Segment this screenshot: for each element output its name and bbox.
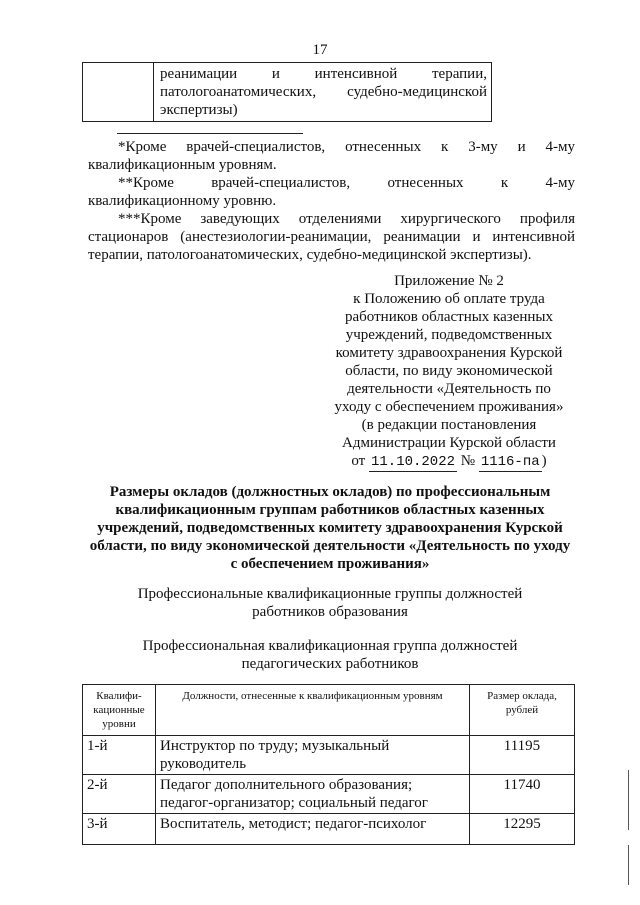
footnote-line: квалификационным уровням. xyxy=(88,157,277,173)
document-title xyxy=(80,483,580,573)
cell-positions: Воспитатель, методист; педагог-психолог xyxy=(156,814,470,845)
table-header-row xyxy=(83,685,575,736)
footnote-line: ***Кроме заведующих отделениями хирургического профиля xyxy=(118,211,575,227)
header-positions: Должности, отнесенные к квалификационным уровням xyxy=(156,685,470,736)
title-line: Размеры окладов (должностных окладов) по профессиональным xyxy=(109,484,551,500)
table-cell-text xyxy=(154,63,492,122)
table-row xyxy=(83,736,575,775)
cell-salary: 12295 xyxy=(470,814,575,845)
close-paren: ) xyxy=(541,453,547,469)
fragment-line: реанимации и интенсивной терапии, xyxy=(160,66,487,82)
section-heading-pedagogical xyxy=(90,637,570,673)
section-heading-groups xyxy=(90,585,570,621)
heading-line: педагогических работников xyxy=(241,656,419,672)
cell-level: 2-й xyxy=(83,775,156,814)
appendix-header xyxy=(323,272,575,472)
fragment-line: экспертизы) xyxy=(160,102,238,118)
cell-salary: 11195 xyxy=(470,736,575,775)
resolution-date: 11.10.2022 xyxy=(370,454,455,470)
footnote-line: **Кроме врачей-специалистов, отнесенных к 4-му xyxy=(118,175,575,191)
appendix-line: области, по виду экономической xyxy=(345,363,553,379)
footnote-1 xyxy=(88,138,575,174)
appendix-line: комитету здравоохранения Курской xyxy=(335,345,563,361)
fragment-line: патологоанатомических, судебно-медицинской xyxy=(160,84,487,100)
heading-line: Профессиональные квалификационные группы должностей xyxy=(137,586,523,602)
table-row xyxy=(83,814,575,845)
footnote-line: *Кроме врачей-специалистов, отнесенных к 3-му и 4-му xyxy=(118,139,575,155)
footnote-line: терапии, патологоанатомических, судебно-медицинской экспертизы). xyxy=(88,247,532,263)
footnote-line: стационаров (анестезиологии-реанимации, реанимации и интенсивной xyxy=(88,229,575,245)
cell-level: 3-й xyxy=(83,814,156,845)
number-label: № xyxy=(460,453,476,469)
footnote-separator xyxy=(117,133,303,134)
title-line: области, по виду экономической деятельности «Деятельность по уходу xyxy=(89,538,571,554)
page-number: 17 xyxy=(312,42,328,58)
cell-salary: 11740 xyxy=(470,775,575,814)
cell-positions: Инструктор по труду; музыкальный руководитель xyxy=(156,736,470,775)
from-label: от xyxy=(351,453,366,469)
appendix-line: Приложение № 2 xyxy=(394,273,504,289)
appendix-line: (в редакции постановления xyxy=(361,417,537,433)
cell-level: 1-й xyxy=(83,736,156,775)
title-line: с обеспечением проживания» xyxy=(230,556,430,572)
heading-line: Профессиональная квалификационная группа должностей xyxy=(142,638,518,654)
title-line: учреждений, подведомственных комитету здравоохранения Курской xyxy=(97,520,563,536)
footnote-2 xyxy=(88,174,575,210)
appendix-line: работников областных казенных xyxy=(345,309,553,325)
cell-positions: Педагог дополнительного образования; педагог-организатор; социальный педагог xyxy=(156,775,470,814)
table-cell-empty xyxy=(83,63,154,122)
header-level: Квалифи-кационные уровни xyxy=(83,685,156,736)
table-row xyxy=(83,63,492,122)
resolution-date-row xyxy=(323,452,575,472)
appendix-line: к Положению об оплате труда xyxy=(353,291,545,307)
footnote-3 xyxy=(88,210,575,264)
title-line: квалификационным группам работников областных казенных xyxy=(115,502,545,518)
header-salary: Размер оклада, рублей xyxy=(470,685,575,736)
appendix-line: деятельности «Деятельность по xyxy=(347,381,551,397)
table-row xyxy=(83,775,575,814)
footnote-line: квалификационному уровню. xyxy=(88,193,277,209)
appendix-line: учреждений, подведомственных xyxy=(345,327,553,343)
appendix-line: Администрации Курской области xyxy=(342,435,556,451)
footnotes xyxy=(88,138,575,264)
heading-line: работников образования xyxy=(252,604,408,620)
appendix-line: уходу с обеспечением проживания» xyxy=(334,399,564,415)
salary-table xyxy=(82,684,575,845)
scan-margin-mark xyxy=(628,845,629,885)
resolution-number: 1116-па xyxy=(480,454,540,470)
continued-table-fragment xyxy=(82,62,492,122)
scan-margin-mark xyxy=(628,770,629,830)
